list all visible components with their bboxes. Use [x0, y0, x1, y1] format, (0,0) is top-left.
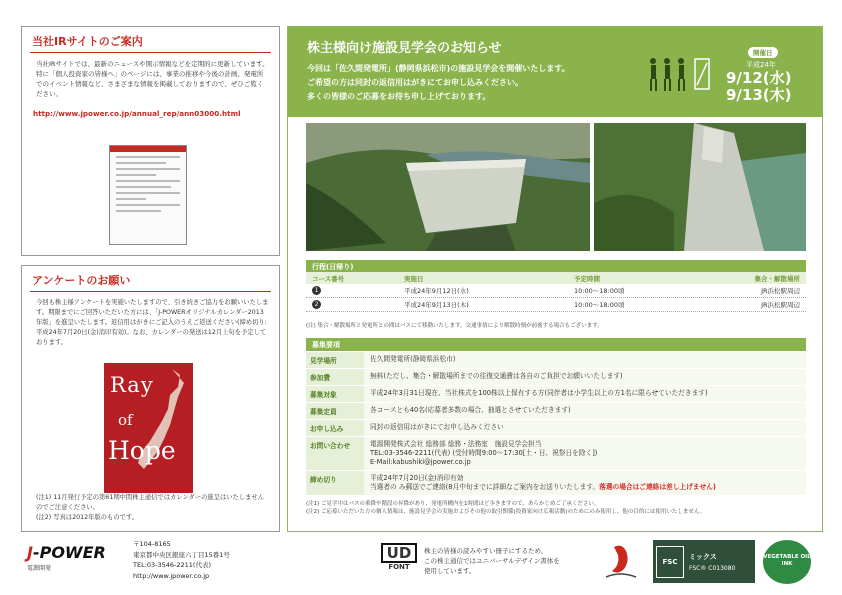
questionnaire-notes — [36, 493, 266, 524]
course-time: 10:00〜18:00頃 — [574, 287, 625, 295]
ir-title: 当社IRサイトのご案内 — [32, 35, 143, 48]
table-row — [306, 386, 806, 403]
ir-divider — [30, 52, 271, 53]
schedule-heading: 行程(日帰り) — [306, 260, 806, 273]
requirements-notes — [306, 500, 806, 516]
fsc-tree-icon: FSC — [656, 546, 684, 578]
course-number: 1 — [312, 286, 321, 295]
questionnaire-note1: (注1) 11月発行予定の第61期中間株主通信ではカレンダーの進呈はいたしませんのでご注意ください。 — [36, 494, 265, 511]
table-row — [306, 403, 806, 420]
schedule-col-place: 集合・解散場所 — [754, 274, 800, 283]
fsc-badge — [653, 540, 755, 583]
course-date: 平成24年9月13日(木) — [404, 301, 469, 309]
course-place: JR浜松駅周辺 — [761, 301, 800, 309]
ud-note-line1: 株主の皆様の読みやすい冊子にするため、 — [424, 547, 548, 555]
req-value: 平成24年3月31日現在、当社株式を100株以上保有する方(同伴者は小学生以上の方1名に限らせていただきます) — [364, 386, 806, 402]
fsc-label: ミックス — [689, 552, 717, 561]
requirements-note1: (注1) ご見学中はバスの乗降や階段の昇降があり、発電所構内を1時間ほど歩きますので、あらかじめご了承ください。 — [306, 501, 600, 507]
req-key: 参加費 — [306, 369, 364, 385]
event-date2: 9/13(木) — [726, 86, 792, 104]
table-row — [306, 352, 806, 369]
req-value-detail: 当選者の み郵送でご連絡(8月中旬までに詳細なご案内をお送りいたします。 — [370, 483, 600, 491]
req-key: 締め切り — [306, 471, 364, 495]
questionnaire-title: アンケートのお願い — [32, 274, 131, 287]
schedule-table — [306, 272, 806, 312]
ud-note-line3: 使用しています。 — [424, 567, 476, 575]
req-key: お問い合わせ — [306, 437, 364, 470]
req-key: 見学場所 — [306, 352, 364, 368]
req-value: 無料(ただし、集合・解散場所までの往復交通費は各自のご負担でお願いいたします) — [364, 369, 806, 385]
table-row — [306, 420, 806, 437]
event-title: 株主様向け施設見学会のお知らせ — [307, 41, 502, 56]
ud-font-label: FONT — [388, 563, 410, 571]
course-time: 10:00〜18:00頃 — [574, 301, 625, 309]
schedule-col-date: 実施日 — [404, 274, 424, 283]
footer — [0, 535, 842, 595]
postal-code: 〒104-8165 — [133, 540, 171, 548]
course-date: 平成24年9月12日(水) — [404, 287, 469, 295]
course-number: 2 — [312, 300, 321, 309]
ir-site-panel — [21, 26, 280, 256]
ud-note-line2: この株主通信ではユニバーサルデザイン書体を — [424, 557, 560, 565]
event-line2: ご希望の方は同封の返信用はがきにてお申し込みください。 — [307, 78, 523, 87]
req-value: 各コースとも40名(応募者多数の場合、抽選とさせていただきます) — [364, 403, 806, 419]
vegetable-oil-ink-badge: VEGETABLE OIL INK — [763, 540, 811, 584]
street-address: 東京都中央区銀座六丁目15番1号 — [133, 550, 230, 559]
ir-url-link[interactable]: http://www.jpower.co.jp/annual_rep/ann03000.html — [33, 109, 241, 118]
hikers-icon — [645, 55, 715, 95]
calendar-word-ray: Ray — [110, 373, 154, 397]
schedule-col-course: コース番号 — [312, 274, 345, 283]
dam-aerial-image — [306, 123, 590, 251]
ud-font-logo — [381, 543, 417, 571]
req-value-email[interactable]: E-Mail:kabushiki@jpower.co.jp — [370, 458, 471, 466]
ud-mark: UD — [381, 543, 417, 563]
table-row — [306, 284, 806, 298]
questionnaire-body: 今回も株主様アンケートを実施いたしますので、引き続きご協力をお願いいたします。期限までにご回答いただいた方には、「J-POWERオリジナルカレンダー2013年版」を進呈いたします。返信用はがきにご記入のうえご返送ください(締め切り:平成24年7月20日(金)消印有効)。なお、カレンダーの発送は12月上旬を予定しております。 — [36, 299, 269, 346]
requirements-heading: 募集要項 — [306, 338, 806, 351]
req-value: 平成24年7月20日(金)消印有効 — [370, 474, 464, 482]
event-date1: 9/12(水) — [726, 69, 792, 87]
company-address — [133, 539, 230, 581]
course-place: JR浜松駅周辺 — [761, 287, 800, 295]
phone: TEL:03-3546-2211(代表) — [133, 561, 212, 569]
req-value-tel: TEL:03-3546-2211(代表) (受付時間9:00〜17:30[土・日、祝祭日を除く]) — [370, 449, 598, 457]
event-line3: 多くの皆様のご応募をお待ち申し上げております。 — [307, 92, 491, 101]
req-key: 募集定員 — [306, 403, 364, 419]
req-key: お申し込み — [306, 420, 364, 436]
ud-font-note — [424, 546, 560, 576]
table-row — [306, 471, 806, 496]
fsc-code: FSC® C013080 — [689, 564, 736, 572]
req-value-warning: 落選の場合はご連絡は差し上げません) — [599, 483, 716, 491]
event-line1: 今回は「佐久間発電所」(静岡県浜松市)の施設見学会を開催いたします。 — [307, 64, 570, 73]
questionnaire-divider — [30, 291, 271, 292]
website-link[interactable]: http://www.jpower.co.jp — [133, 571, 210, 580]
event-banner — [288, 27, 822, 117]
calendar-word-of: of — [118, 411, 133, 429]
crane-mark-icon — [600, 541, 642, 583]
table-row — [306, 298, 806, 312]
ir-body: 当社IRサイトでは、最新のニュースや開示情報などを定期的に更新しています。特に「個人投資家の皆様へ」のページには、事業の推移や今後の計画、発電所でのイベント情報など、さまざまな情報を掲載しておりますので、ぜひご覧ください。 — [36, 60, 269, 98]
event-date-block — [726, 40, 808, 104]
table-row — [306, 369, 806, 386]
requirements-note2: (注2) ご応募いただいた方の個人情報は、施設見学会の実施およびその他の取引関係(投資家向け広報活動)のためにのみ使用し、他の目的には使用いたしません。 — [306, 509, 706, 515]
questionnaire-note2: (注2) 写真は2012年版のものです。 — [36, 514, 139, 521]
facility-tour-panel — [287, 26, 823, 532]
dam-photo-closeup — [594, 123, 806, 251]
calendar-image — [104, 363, 193, 493]
req-value: 電源開発株式会社 総務部 総務・法務室 施設見学会担当 — [370, 440, 542, 448]
calendar-word-hope: Hope — [108, 436, 176, 465]
logo-sub: 電源開発 — [27, 565, 52, 572]
logo-text: -POWER — [32, 543, 106, 562]
req-value: 同封の返信用はがきにてお申し込みください — [364, 420, 806, 436]
requirements-table — [306, 352, 806, 516]
ir-site-thumbnail — [109, 145, 187, 245]
dam-photo-aerial — [306, 123, 590, 251]
event-date-badge: 開催日 — [748, 47, 778, 58]
event-year: 平成24年 — [746, 61, 776, 69]
table-row — [306, 437, 806, 471]
schedule-note: (注) 集合・解散場所と発電所との間はバスにて移動いたします。交通事情により解散時刻が前後する場合もございます。 — [306, 323, 603, 329]
jpower-logo: J-POWER 電源開発 — [27, 543, 106, 572]
schedule-header-row — [306, 272, 806, 284]
dam-closeup-image — [594, 123, 806, 251]
req-value: 佐久間発電所(静岡県浜松市) — [364, 352, 806, 368]
questionnaire-panel — [21, 265, 280, 532]
req-key: 募集対象 — [306, 386, 364, 402]
schedule-col-time: 予定時間 — [574, 274, 600, 283]
